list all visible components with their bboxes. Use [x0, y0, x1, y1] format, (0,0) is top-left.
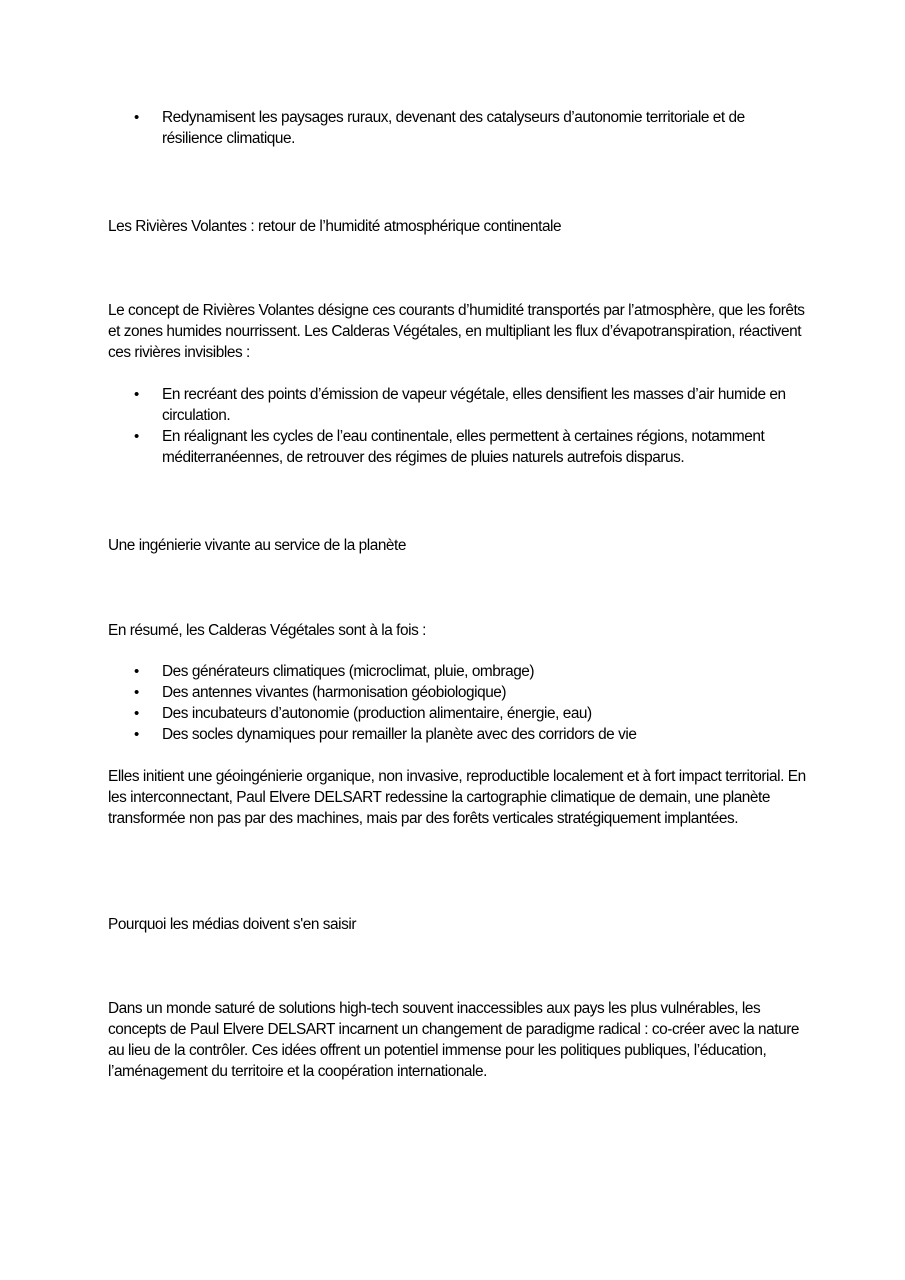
- paragraph-rivieres: Le concept de Rivières Volantes désigne ces courants d’humidité transportés par l’atmosphère, que les forêts et zones humides nourrissent. Les Calderas Végétales, en multipliant les flux d’évapotranspiration, réactivent ces rivières invisibles :: [108, 302, 805, 361]
- bullet-list-rivieres: [108, 384, 808, 468]
- bullet-list-top: [108, 107, 808, 149]
- section-heading-rivieres: Les Rivières Volantes : retour de l’humidité atmosphérique continentale: [108, 218, 562, 235]
- list-item: • Des antennes vivantes (harmonisation géobiologique): [108, 682, 808, 703]
- paragraph-ingenierie: Elles initient une géoingénierie organique, non invasive, reproductible localement et à fort impact territorial. En les interconnectant, Paul Elvere DELSART redessine la cartographie climatique de demain, une planète transformée non pas par des machines, mais par des forêts verticales stratégiquement implantées.: [108, 768, 806, 827]
- list-item: • Des incubateurs d’autonomie (production alimentaire, énergie, eau): [108, 703, 808, 724]
- section-heading-medias: Pourquoi les médias doivent s'en saisir: [108, 916, 357, 933]
- list-item: • Des socles dynamiques pour remailler la planète avec des corridors de vie: [108, 724, 808, 745]
- paragraph-intro-ingenierie: En résumé, les Calderas Végétales sont à la fois :: [108, 622, 426, 639]
- list-item: • En recréant des points d’émission de vapeur végétale, elles densifient les masses d’air humide en circulation.: [108, 384, 808, 426]
- list-item: • En réalignant les cycles de l’eau continentale, elles permettent à certaines régions, notamment méditerranéennes, de retrouver des régimes de pluies naturels autrefois disparus.: [108, 426, 808, 468]
- bullet-list-ingenierie: [108, 661, 808, 745]
- list-item: • Des générateurs climatiques (microclimat, pluie, ombrage): [108, 661, 808, 682]
- section-heading-ingenierie: Une ingénierie vivante au service de la planète: [108, 537, 406, 554]
- paragraph-medias: Dans un monde saturé de solutions high-tech souvent inaccessibles aux pays les plus vulnérables, les concepts de Paul Elvere DELSART incarnent un changement de paradigme radical : co-créer avec la nature au lieu de la contrôler. Ces idées offrent un potentiel immense pour les politiques publiques, l’éducation, l’aménagement du territoire et la coopération internationale.: [108, 1000, 799, 1080]
- list-item: • Redynamisent les paysages ruraux, devenant des catalyseurs d’autonomie territoriale et de résilience climatique.: [108, 107, 808, 149]
